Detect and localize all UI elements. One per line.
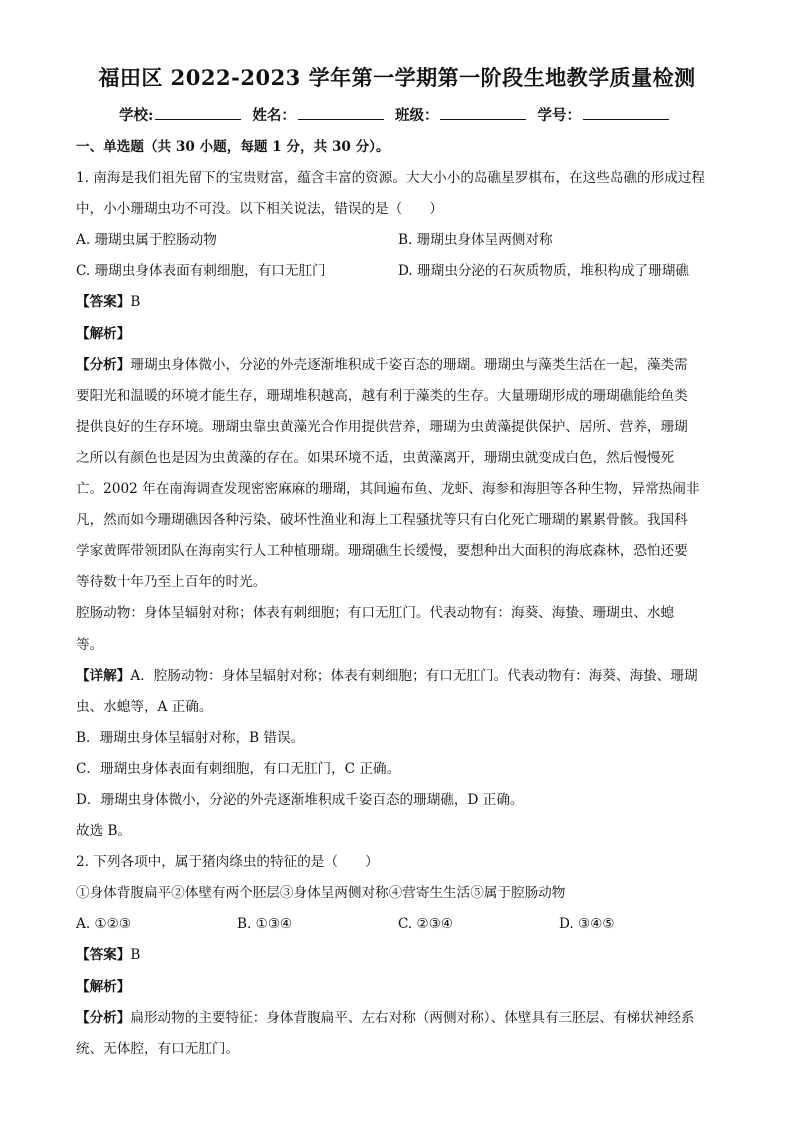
q1-options-row-1 [76,225,720,256]
q1-note-line-1: 腔肠动物：身体呈辐射对称；体表有刺细胞；有口无肛门。代表动物有：海葵、海蛰、珊瑚虫、水螅 [76,605,675,622]
q1-conclusion: 故选 B。 [76,823,132,840]
school-blank[interactable] [155,107,241,120]
q2-fenxi-line-1 [76,1003,720,1034]
class-blank[interactable] [440,107,526,120]
section-heading: 一、单选题（共 30 小题，每题 1 分，共 30 分）。 [76,139,390,155]
q1-stem-line-1: 1. 南海是我们祖先留下的宝贵财富，蕴含丰富的资源。大大小小的岛礁星罗棋布，在这些岛礁的形成过程 [76,170,706,187]
q2-option-b: B. ①③④ [237,916,293,933]
student-info-row [0,104,794,125]
q2-answer-tag: 【答案】 [76,947,131,964]
q1-xiangjie-line-2: 虫、水螅等，A 正确。 [76,698,213,715]
q1-stem-line-2: 中，小小珊瑚虫功不可没。以下相关说法，错误的是（ ） [76,201,444,218]
school-label: 学校: [118,107,154,124]
q1-fenxi-line-7: 学家黄晖带领团队在海南实行人工种植珊瑚。珊瑚礁生长缓慢，要想种出大面积的海底森林，恐怕还要 [76,543,688,560]
q1-analysis-tag: 【解析】 [76,325,131,342]
q1-fenxi-line-2: 要阳光和温暖的环境才能生存，珊瑚堆积越高，越有利于藻类的生存。大量珊瑚形成的珊瑚礁能给鱼类 [76,387,688,404]
q1-fenxi-line-3: 提供良好的生存环境。珊瑚虫靠虫黄藻光合作用提供营养，珊瑚为虫黄藻提供保护、居所、营养，珊瑚 [76,418,688,435]
id-blank[interactable] [583,107,669,120]
q1-answer [76,287,720,318]
q1-note-line-2: 等。 [76,636,104,653]
document-content [76,132,720,1065]
q2-option-d: D. ③④⑤ [559,916,615,933]
q1-fenxi-tag: 【分析】 [76,356,131,373]
q1-option-d: D. 珊瑚虫分泌的石灰质物质，堆积构成了珊瑚礁 [398,263,689,280]
q2-option-c: C. ②③④ [398,916,454,933]
q1-fenxi-line-1 [76,350,720,381]
q1-xiangjie-line-5: D．珊瑚虫身体微小，分泌的外壳逐渐堆积成千姿百态的珊瑚礁，D 正确。 [76,791,524,808]
name-blank[interactable] [298,107,384,120]
q1-xiangjie-tag: 【详解】 [76,667,131,684]
q2-option-a: A. ①②③ [76,916,132,933]
q1-option-a: A. 珊瑚虫属于腔肠动物 [76,232,217,249]
q1-xiangjie-text-1: A．腔肠动物：身体呈辐射对称；体表有刺细胞；有口无肛门。代表动物有：海葵、海蛰、珊瑚 [130,667,698,684]
q2-fenxi-line-2: 统、无体腔，有口无肛门。 [76,1040,240,1057]
q1-xiangjie-line-4: C．珊瑚虫身体表面有刺细胞，有口无肛门，C 正确。 [76,760,401,777]
q1-fenxi-line-8: 等待数十年乃至上百年的时光。 [76,574,267,591]
q2-answer-value: B [130,947,141,964]
q1-fenxi-line-4: 之所以有颜色也是因为虫黄藻的存在。如果环境不适，虫黄藻离开，珊瑚虫就变成白色，然后慢慢死 [76,449,675,466]
q1-xiangjie-line-1 [76,661,720,692]
q1-fenxi-text-1: 珊瑚虫身体微小，分泌的外壳逐渐堆积成千姿百态的珊瑚。珊瑚虫与藻类生活在一起，藻类需 [130,356,688,373]
q1-fenxi-line-5: 亡。2002 年在南海调查发现密密麻麻的珊瑚，其间遍布鱼、龙虾、海参和海胆等各种生物，异常热闹非 [76,481,700,498]
q1-option-b: B. 珊瑚虫身体呈两侧对称 [398,232,553,249]
q1-answer-value: B [130,294,141,311]
q2-fenxi-tag: 【分析】 [76,1009,131,1026]
q1-options-row-2 [76,256,720,287]
q2-fenxi-text-1: 扁形动物的主要特征：身体背腹扁平、左右对称（两侧对称）、体壁具有三胚层、有梯状神经系 [130,1009,695,1026]
q2-analysis-tag: 【解析】 [76,978,131,995]
name-label: 姓名： [252,107,296,124]
q2-stem: 2. 下列各项中，属于猪肉绦虫的特征的是（ ） [76,854,379,871]
q1-fenxi-line-6: 凡，然而如今珊瑚礁因各种污染、破坏性渔业和海上工程骚扰等只有白化死亡珊瑚的累累骨骸。我国科 [76,512,688,529]
q1-xiangjie-line-3: B．珊瑚虫身体呈辐射对称，B 错误。 [76,729,305,746]
q2-items: ①身体背腹扁平②体壁有两个胚层③身体呈两侧对称④营寄生生活⑤属于腔肠动物 [76,885,566,902]
q2-answer [76,940,720,971]
class-label: 班级： [394,107,439,124]
q2-options-row [76,909,720,940]
page-title: 福田区 2022-2023 学年第一学期第一阶段生地教学质量检测 [98,65,696,90]
id-label: 学号： [537,107,582,124]
q1-answer-tag: 【答案】 [76,294,131,311]
q1-option-c: C. 珊瑚虫身体表面有刺细胞，有口无肛门 [76,263,326,280]
